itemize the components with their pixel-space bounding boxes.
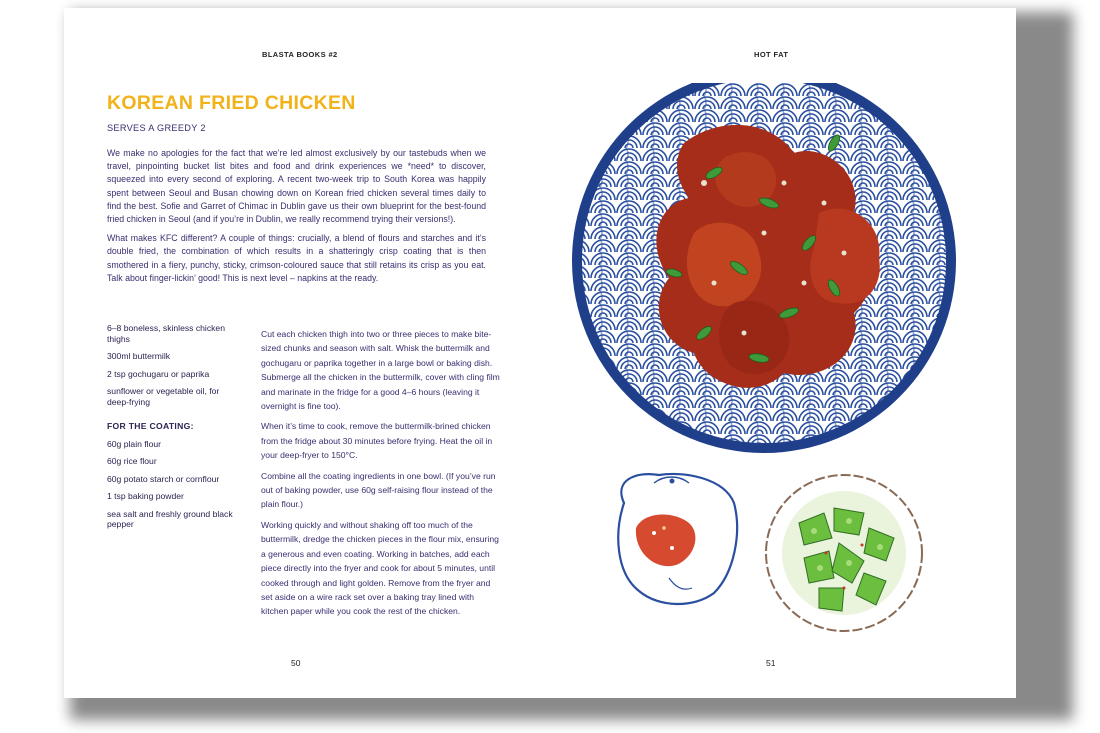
method-steps <box>261 327 501 625</box>
food-illustrations <box>564 83 964 688</box>
running-head-right: HOT FAT <box>754 50 789 59</box>
method-step: Cut each chicken thigh into two or three pieces to make bite-sized chunks and season with salt. Whisk the buttermilk and gochugaru or paprika together in a large bowl or baking dish. Submerge all the chicken in the buttermilk, cover with cling film and marinate in the fridge for a good 4–6 hours (leaving it overnight is fine too). <box>261 329 500 412</box>
ingredient-item: 60g potato starch or cornflour <box>107 473 220 484</box>
ingredient-item: sunflower or vegetable oil, for deep-frying <box>107 386 220 407</box>
intro-text <box>107 147 486 291</box>
recipe-title: KOREAN FRIED CHICKEN <box>107 92 356 114</box>
serves-line: SERVES A GREEDY 2 <box>107 123 206 133</box>
ingredient-list <box>107 323 237 537</box>
book-spread <box>64 8 1016 698</box>
ingredient-item: 6–8 boneless, skinless chicken thighs <box>107 323 225 344</box>
ingredient-item: 300ml buttermilk <box>107 351 171 361</box>
ingredient-item: 60g rice flour <box>107 456 157 466</box>
ingredient-item: 1 tsp baking powder <box>107 491 184 501</box>
intro-paragraph: We make no apologies for the fact that we’re led almost exclusively by our tastebuds when we travel, pinpointing bucket list bites and food and drink experiences we *need* to discover, squeezed into every second of exploring. A recent two-week trip to South Korea was happily spent between Seoul and Busan chowing down on Korean fried chicken several times daily to find the best. Sofie and Garret of Chimac in Dublin gave us their own blueprint for the best-found fried chicken in Seoul (and if you’re in Dublin, we really recommend trying their versions!). <box>107 148 486 225</box>
coating-heading: FOR THE COATING: <box>107 421 194 431</box>
method-step: Working quickly and without shaking off too much of the buttermilk, dredge the chicken pieces in the flour mix, ensuring a generous and even coating. Working in batches, add each piece directly into the fryer and cook for about 5 minutes, until cooked through and light golden. Remove from the fryer and set aside on a wire rack set over a baking tray lined with kitchen paper while you cook the rest of the chicken. <box>261 519 499 617</box>
method-step: When it’s time to cook, remove the buttermilk-brined chicken from the fridge about 30 minutes before frying. Heat the oil in your deep-fryer to 150°C. <box>261 421 493 461</box>
ingredient-item: sea salt and freshly ground black pepper <box>107 508 233 529</box>
intro-paragraph: What makes KFC different? A couple of things: crucially, a blend of flours and starches and it’s double fried, the combination of which results in a shatteringly crisp coating that is then smothered in a fiery, punchy, sticky, crimson-coloured sauce that still retains its crisp as you eat. Talk about finger-lickin’ good! This is next level – napkins at the ready. <box>107 233 486 283</box>
running-head-left: BLASTA BOOKS #2 <box>262 50 338 59</box>
ingredient-item: 2 tsp gochugaru or paprika <box>107 368 210 379</box>
method-step: Combine all the coating ingredients in one bowl. (If you’ve run out of baking powder, use 60g self-raising flour instead of the plain flour.) <box>261 470 496 510</box>
cucumber-bowl-illustration <box>766 475 922 631</box>
page-number-left: 50 <box>291 658 301 668</box>
small-dish-illustration <box>618 474 737 604</box>
page-number-right: 51 <box>766 658 776 668</box>
ingredient-item: 60g plain flour <box>107 438 161 449</box>
